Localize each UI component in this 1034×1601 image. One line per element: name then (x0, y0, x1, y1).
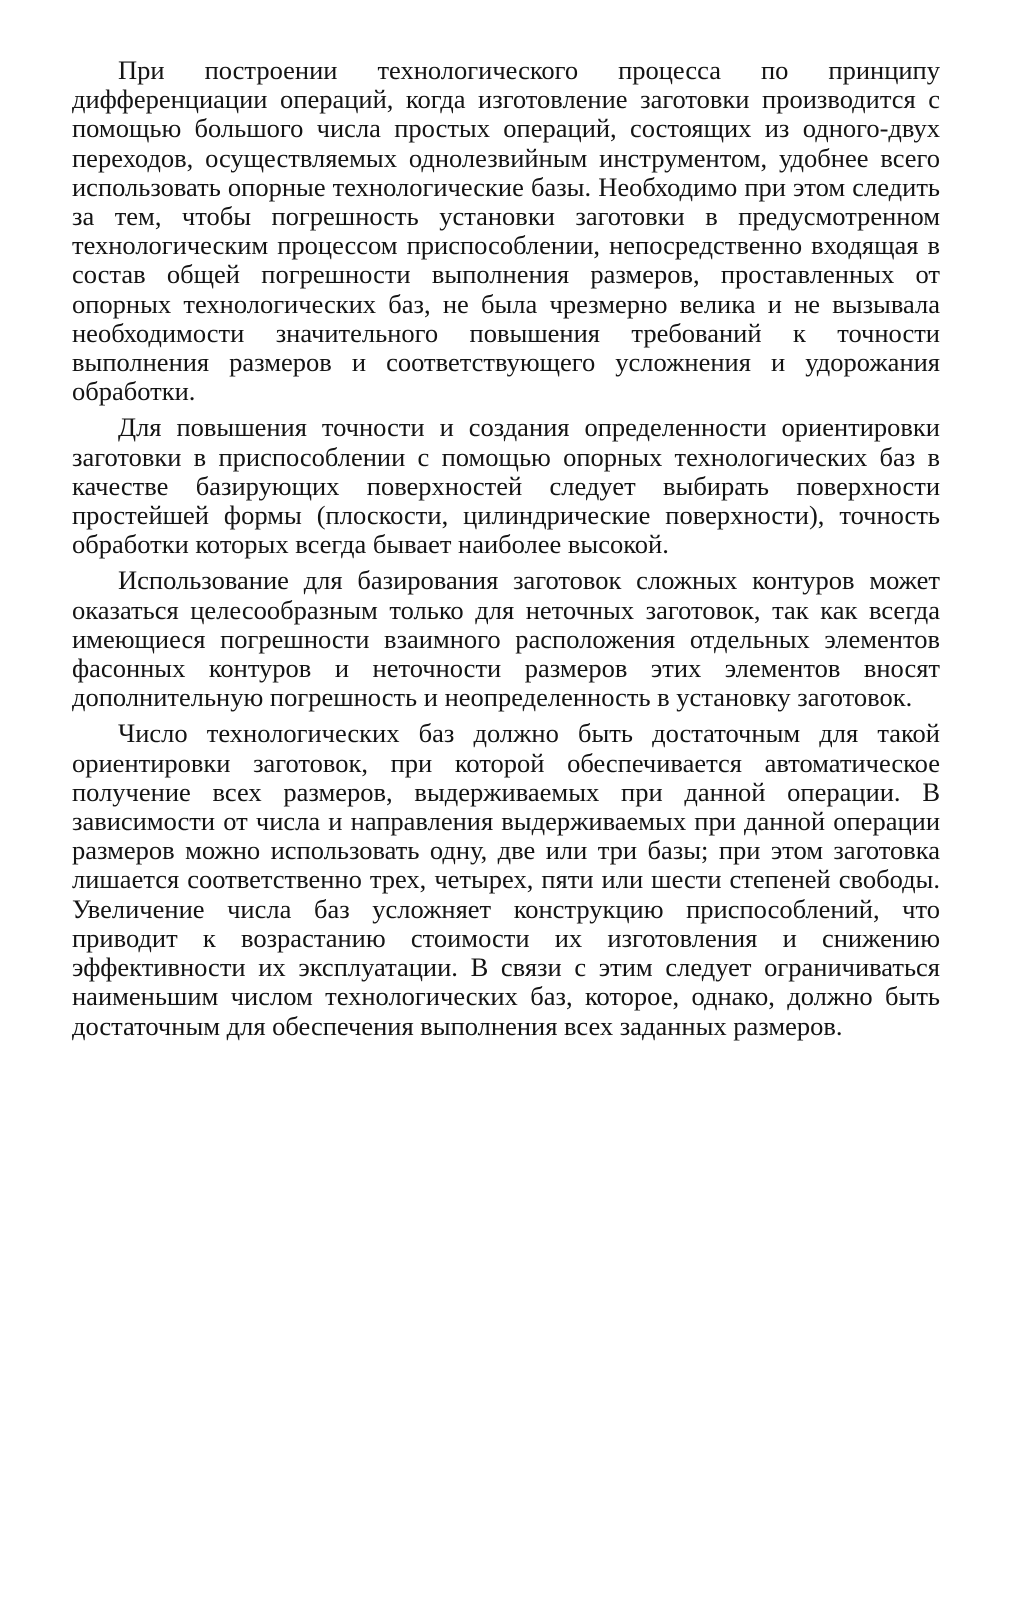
book-page-text (72, 56, 940, 1041)
paragraph-orientation-accuracy: Для повышения точности и создания определенности ориентировки заготовки в приспособлении с помощью опорных технологических баз в качестве базирующих поверхностей следует выбирать поверхности простейшей формы (плоскости, цилиндрические поверхности), точность обработки которых всегда бывает наиболее высокой. (72, 412, 940, 560)
paragraph-number-of-bases: Число технологических баз должно быть достаточным для такой ориентировки заготовок, при которой обеспечивается автоматическое получение всех размеров, выдерживаемых при данной операции. В зависимости от числа и направления выдерживаемых при данной операции размеров можно использовать одну, две или три базы; при этом заготовка лишается соответственно трех, четырех, пяти или шести степеней свободы. Увеличение числа баз усложняет конструкцию приспособлений, что приводит к возрастанию стоимости их изготовления и снижению эффективности их эксплуатации. В связи с этим следует ограничиваться наименьшим числом технологических баз, которое, однако, должно быть достаточным для обеспечения выполнения всех заданных размеров. (72, 718, 940, 1041)
paragraph-differentiation: При построении технологического процесса по принципу дифференциации операций, когда изготовление заготовки производится с помощью большого числа простых операций, состоящих из одного-двух переходов, осуществляемых однолезвийным инструментом, удобнее всего использовать опорные технологические базы. Необходимо при этом следить за тем, чтобы погрешность установки заготовки в предусмотренном технологическим процессом приспособлении, непосредственно входящая в состав общей погрешности выполнения размеров, проставленных от опорных технологических баз, не была чрезмерно велика и не вызывала необходимости значительного повышения требований к точности выполнения размеров и соответствующего усложнения и удорожания обработки. (72, 55, 940, 407)
paragraph-complex-contours: Использование для базирования заготовок сложных контуров может оказаться целесообразным только для неточных заготовок, так как всегда имеющиеся погрешности взаимного расположения отдельных элементов фасонных контуров и неточности размеров этих элементов вносят дополнительную погрешность и неопределенность в установку заготовок. (72, 565, 940, 713)
